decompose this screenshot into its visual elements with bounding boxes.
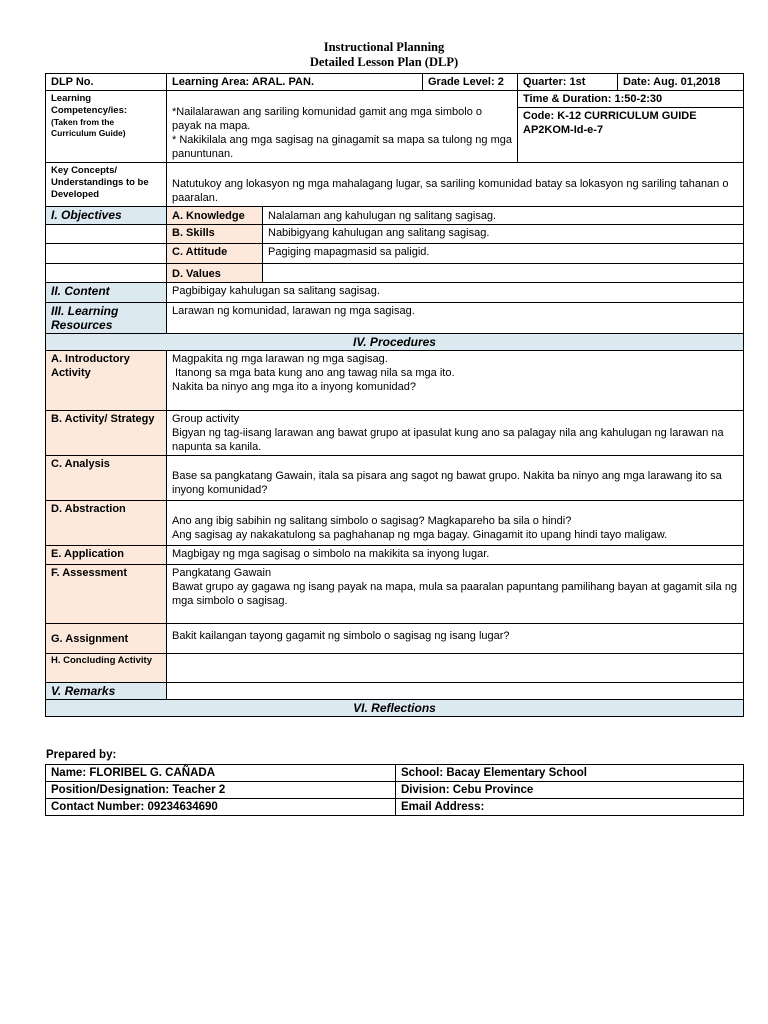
activity-label: B. Activity/ Strategy [46,411,167,456]
objectives-label: I. Objectives [46,207,167,225]
assessment-line-2: Bawat grupo ay gagawa ng isang payak na mapa, mula sa paaralan papuntang pamilihang bayan at gagamit sila ng mga simbolo o sagisag. [172,581,738,607]
competency-item-1: *Nailalarawan ang sariling komunidad gamit ang mga simbolo o payak na mapa. [172,106,483,132]
lesson-plan-table [45,73,744,717]
resources-label: III. Learning Resources [46,303,167,334]
signature-table [45,764,744,816]
dlp-no-cell: DLP No. [46,74,167,91]
reflections-header: VI. Reflections [46,700,744,717]
objectives-spacer-1 [46,225,167,244]
analysis-text: Base sa pangkatang Gawain, itala sa pisara ang sagot ng bawat grupo. Nakita ba ninyo ang mga larawang ito sa inyong komunidad? [167,456,744,501]
attitude-label: C. Attitude [167,244,263,264]
competency-label: Learning Competency/ies: [51,93,128,116]
competency-item-2: * Nakikilala ang mga sagisag na ginagamit sa mapa sa tulong ng mga panuntunan. [172,134,512,160]
content-label: II. Content [46,283,167,303]
assessment-label: F. Assessment [46,565,167,624]
abstraction-label: D. Abstraction [46,501,167,546]
assessment-cell [167,565,744,624]
assignment-label: G. Assignment [46,624,167,654]
document-title: Instructional Planning [323,40,445,54]
abstraction-cell [167,501,744,546]
learning-area-cell: Learning Area: ARAL. PAN. [167,74,423,91]
analysis-label: C. Analysis [46,456,167,501]
procedures-header: IV. Procedures [46,334,744,351]
intro-line-3: Nakita ba ninyo ang mga ito a inyong komunidad? [172,381,416,393]
resources-text: Larawan ng komunidad, larawan ng mga sagisag. [167,303,744,334]
preparer-name: Name: FLORIBEL G. CAÑADA [46,765,396,782]
application-label: E. Application [46,546,167,565]
objectives-spacer-2 [46,244,167,264]
remarks-label: V. Remarks [46,683,167,700]
values-label: D. Values [167,264,263,283]
preparer-division: Division: Cebu Province [396,782,744,799]
competency-sublabel: (Taken from the Curriculum Guide) [51,117,126,138]
remarks-text [167,683,744,700]
activity-line-1: Group activity [172,413,240,425]
prepared-by-label: Prepared by: [46,749,117,761]
content-text: Pagbibigay kahulugan sa salitang sagisag. [167,283,744,303]
key-concepts-text: Natutukoy ang lokasyon ng mga mahalagang lugar, sa sariling komunidad batay sa lokasyon ng sariling tahanan o paaralan. [167,163,744,207]
preparer-school: School: Bacay Elementary School [396,765,744,782]
curriculum-code: Code: K-12 CURRICULUM GUIDE AP2KOM-Id-e-7 [523,110,697,136]
objectives-spacer-3 [46,264,167,283]
abstraction-line-1: Ano ang ibig sabihin ng salitang simbolo o sagisag? Magkapareho ba sila o hindi? [172,515,572,527]
competency-label-cell [46,91,167,163]
time-duration: Time & Duration: 1:50-2:30 [518,91,743,108]
assessment-line-1: Pangkatang Gawain [172,567,272,579]
key-concepts-label: Key Concepts/ Understandings to be Developed [46,163,167,207]
competency-text-cell [167,91,518,163]
application-text: Magbigay ng mga sagisag o simbolo na makikita sa inyong lugar. [167,546,744,565]
activity-cell [167,411,744,456]
date-cell: Date: Aug. 01,2018 [618,74,744,91]
attitude-text: Pagiging mapagmasid sa paligid. [263,244,744,264]
preparer-position: Position/Designation: Teacher 2 [46,782,396,799]
document-subtitle: Detailed Lesson Plan (DLP) [309,55,459,69]
grade-level-cell: Grade Level: 2 [423,74,518,91]
values-text [263,264,744,283]
abstraction-line-2: Ang sagisag ay nakakatulong sa paghahanap ng mga bagay. Ginagamit ito upang hindi tayo maligaw. [172,529,668,541]
knowledge-text: Nalalaman ang kahulugan ng salitang sagisag. [263,207,744,225]
skills-label: B. Skills [167,225,263,244]
preparer-contact: Contact Number: 09234634690 [46,799,396,816]
concluding-label: H. Concluding Activity [46,654,167,683]
knowledge-label: A. Knowledge [167,207,263,225]
intro-line-1: Magpakita ng mga larawan ng mga sagisag. [172,353,388,365]
activity-line-2: Bigyan ng tag-iisang larawan ang bawat grupo at ipasulat kung ano sa palagay nila ang kahulugan ng larawan na napunta sa kanila. [172,427,724,453]
intro-label: A. Introductory Activity [46,351,167,411]
time-code-cell [518,91,744,163]
skills-text: Nabibigyang kahulugan ang salitang sagisag. [263,225,744,244]
preparer-email: Email Address: [396,799,744,816]
assignment-text: Bakit kailangan tayong gagamit ng simbolo o sagisag ng isang lugar? [167,624,744,654]
quarter-cell: Quarter: 1st [518,74,618,91]
concluding-text [167,654,744,683]
intro-line-2: Itanong sa mga bata kung ano ang tawag nila sa mga ito. [172,367,455,379]
intro-cell [167,351,744,411]
